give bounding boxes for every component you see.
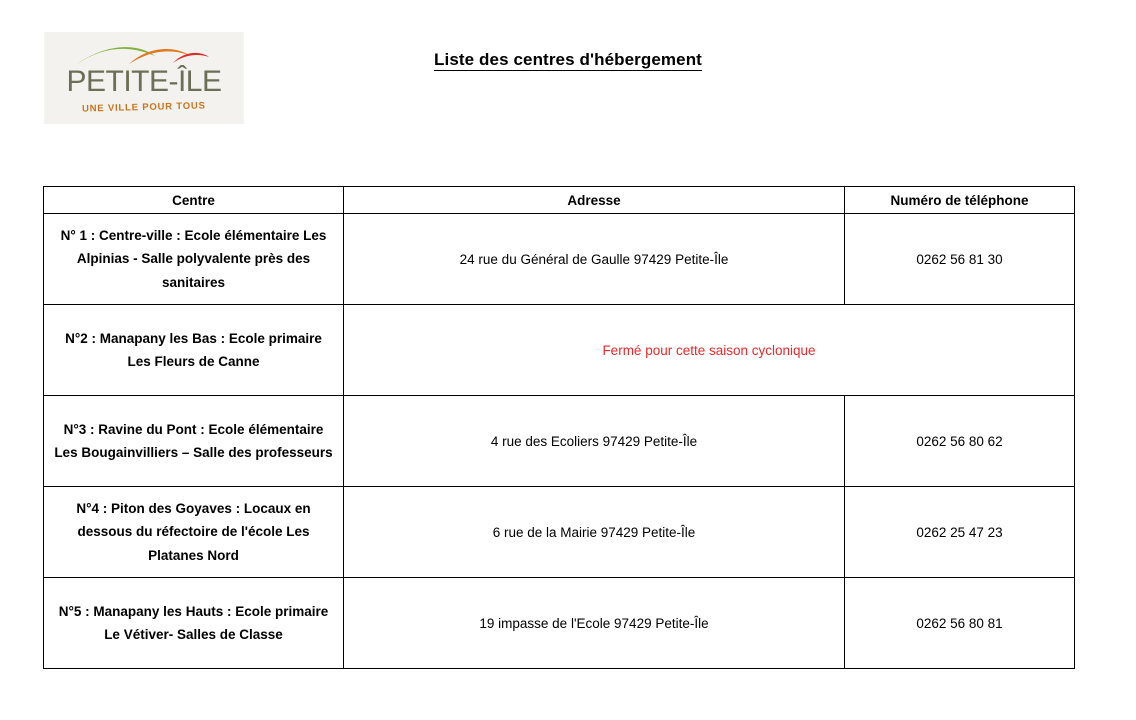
cell-centre: N° 1 : Centre-ville : Ecole élémentaire Les Alpinias - Salle polyvalente près des sanitaires <box>44 214 344 305</box>
centres-table <box>43 186 1075 669</box>
cell-telephone: 0262 56 80 81 <box>845 578 1075 669</box>
cell-centre: N°2 : Manapany les Bas : Ecole primaire Les Fleurs de Canne <box>44 305 344 396</box>
table-header-row <box>44 187 1075 214</box>
cell-adresse: 4 rue des Ecoliers 97429 Petite-Île <box>344 396 845 487</box>
cell-telephone: 0262 25 47 23 <box>845 487 1075 578</box>
column-header-centre: Centre <box>44 187 344 214</box>
table-row <box>44 396 1075 487</box>
logo-tagline: UNE VILLE POUR TOUS <box>81 99 206 115</box>
cell-adresse: 6 rue de la Mairie 97429 Petite-Île <box>344 487 845 578</box>
cell-centre: N°5 : Manapany les Hauts : Ecole primaire Le Vétiver- Salles de Classe <box>44 578 344 669</box>
cell-adresse: 24 rue du Général de Gaulle 97429 Petite-Île <box>344 214 845 305</box>
cell-closed-notice: Fermé pour cette saison cyclonique <box>344 305 1075 396</box>
column-header-telephone: Numéro de téléphone <box>845 187 1075 214</box>
cell-telephone: 0262 56 81 30 <box>845 214 1075 305</box>
column-header-adresse: Adresse <box>344 187 845 214</box>
municipality-logo <box>44 32 244 124</box>
table-row <box>44 487 1075 578</box>
page-title <box>0 50 1136 70</box>
table-row <box>44 214 1075 305</box>
centres-table-container <box>43 186 1074 669</box>
table-row <box>44 305 1075 396</box>
table-body <box>44 214 1075 669</box>
table-header <box>44 187 1075 214</box>
logo-wordmark: PETITE-ÎLE <box>66 64 222 98</box>
cell-adresse: 19 impasse de l'Ecole 97429 Petite-Île <box>344 578 845 669</box>
table-row <box>44 578 1075 669</box>
cell-centre: N°4 : Piton des Goyaves : Locaux en dessous du réfectoire de l'école Les Platanes Nord <box>44 487 344 578</box>
page-title-text: Liste des centres d'hébergement <box>434 50 702 69</box>
cell-centre: N°3 : Ravine du Pont : Ecole élémentaire Les Bougainvilliers – Salle des professeurs <box>44 396 344 487</box>
cell-telephone: 0262 56 80 62 <box>845 396 1075 487</box>
